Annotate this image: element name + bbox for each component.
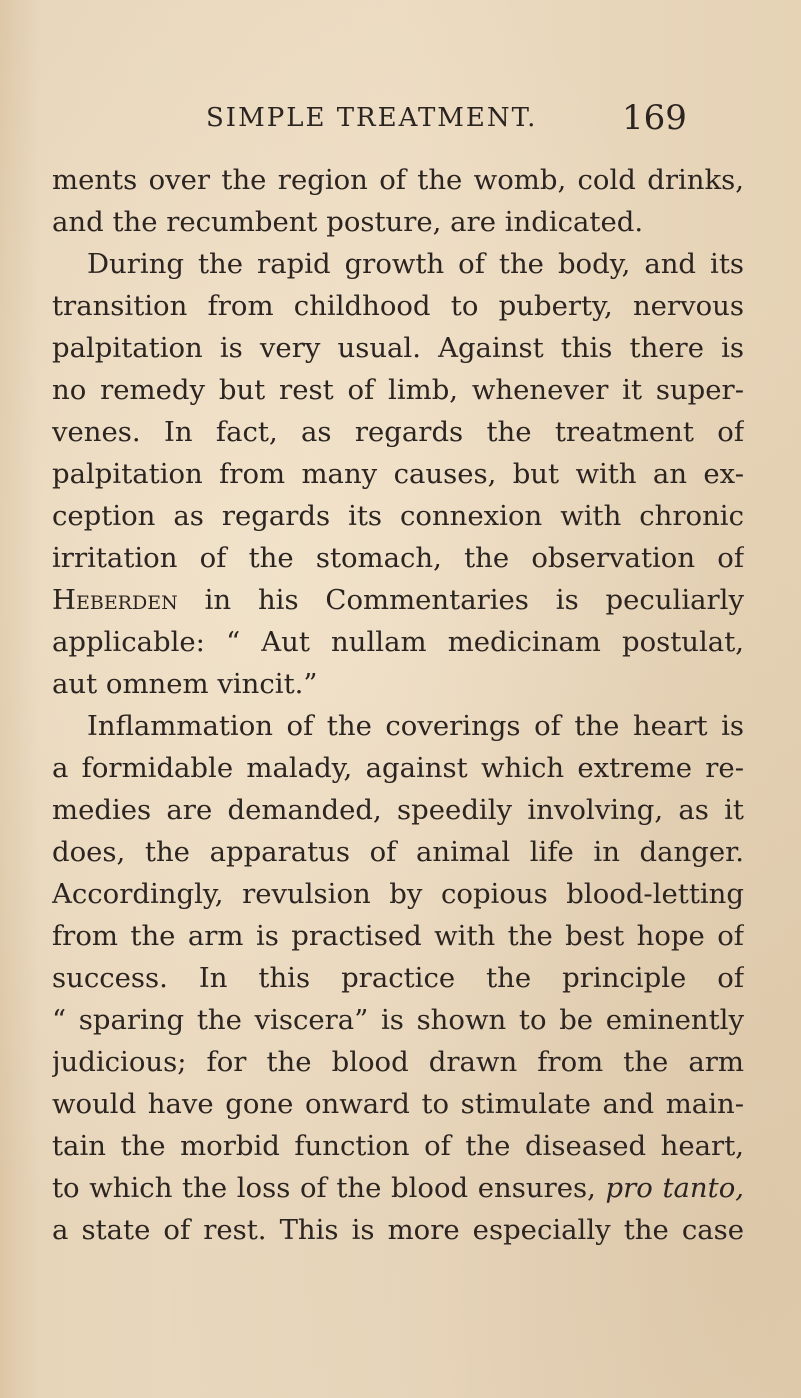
text-line: ments over the region of the womb, cold drinks, bbox=[52, 164, 744, 196]
page-header bbox=[0, 98, 801, 143]
italic-phrase: pro tanto, bbox=[605, 1172, 744, 1204]
text-line: tain the morbid function of the diseased heart, bbox=[52, 1130, 744, 1162]
text-line: a state of rest. This is more especially the case bbox=[52, 1214, 744, 1246]
text-line: transition from childhood to puberty, nervous bbox=[52, 290, 744, 322]
text-line: from the arm is practised with the best hope of bbox=[52, 920, 744, 952]
text-line: ception as regards its connexion with chronic bbox=[52, 500, 744, 532]
text-line: venes. In fact, as regards the treatment of bbox=[52, 416, 744, 448]
text-line: palpitation from many causes, but with an ex- bbox=[52, 458, 744, 490]
text-line: a formidable malady, against which extreme re- bbox=[52, 752, 744, 784]
text-line: no remedy but rest of limb, whenever it super- bbox=[52, 374, 744, 406]
text-line bbox=[52, 1168, 744, 1208]
text-line: “ sparing the viscera” is shown to be eminently bbox=[52, 1004, 744, 1036]
text-line: would have gone onward to stimulate and main- bbox=[52, 1088, 744, 1120]
text-line: medies are demanded, speedily involving, as it bbox=[52, 794, 744, 826]
text-line: Inflammation of the coverings of the heart is bbox=[87, 710, 744, 742]
text-line: aut omnem vincit.” bbox=[52, 668, 318, 700]
text-span: in his Commentaries is peculiarly bbox=[204, 584, 744, 616]
text-line: During the rapid growth of the body, and its bbox=[87, 248, 744, 280]
text-line: does, the apparatus of animal life in danger. bbox=[52, 836, 744, 868]
page-number: 169 bbox=[622, 98, 687, 138]
text-span: to which the loss of the blood ensures, bbox=[52, 1172, 596, 1204]
running-title: SIMPLE TREATMENT. bbox=[206, 103, 538, 133]
text-line bbox=[52, 580, 744, 620]
text-line: irritation of the stomach, the observation of bbox=[52, 542, 744, 574]
author-name: Heberden bbox=[52, 584, 178, 616]
text-line: palpitation is very usual. Against this there is bbox=[52, 332, 744, 364]
text-line: applicable: “ Aut nullam medicinam postulat, bbox=[52, 626, 744, 658]
text-line: Accordingly, revulsion by copious blood-letting bbox=[52, 878, 744, 910]
text-line: success. In this practice the principle of bbox=[52, 962, 744, 994]
text-line: judicious; for the blood drawn from the arm bbox=[52, 1046, 744, 1078]
text-line: and the recumbent posture, are indicated. bbox=[52, 206, 644, 238]
